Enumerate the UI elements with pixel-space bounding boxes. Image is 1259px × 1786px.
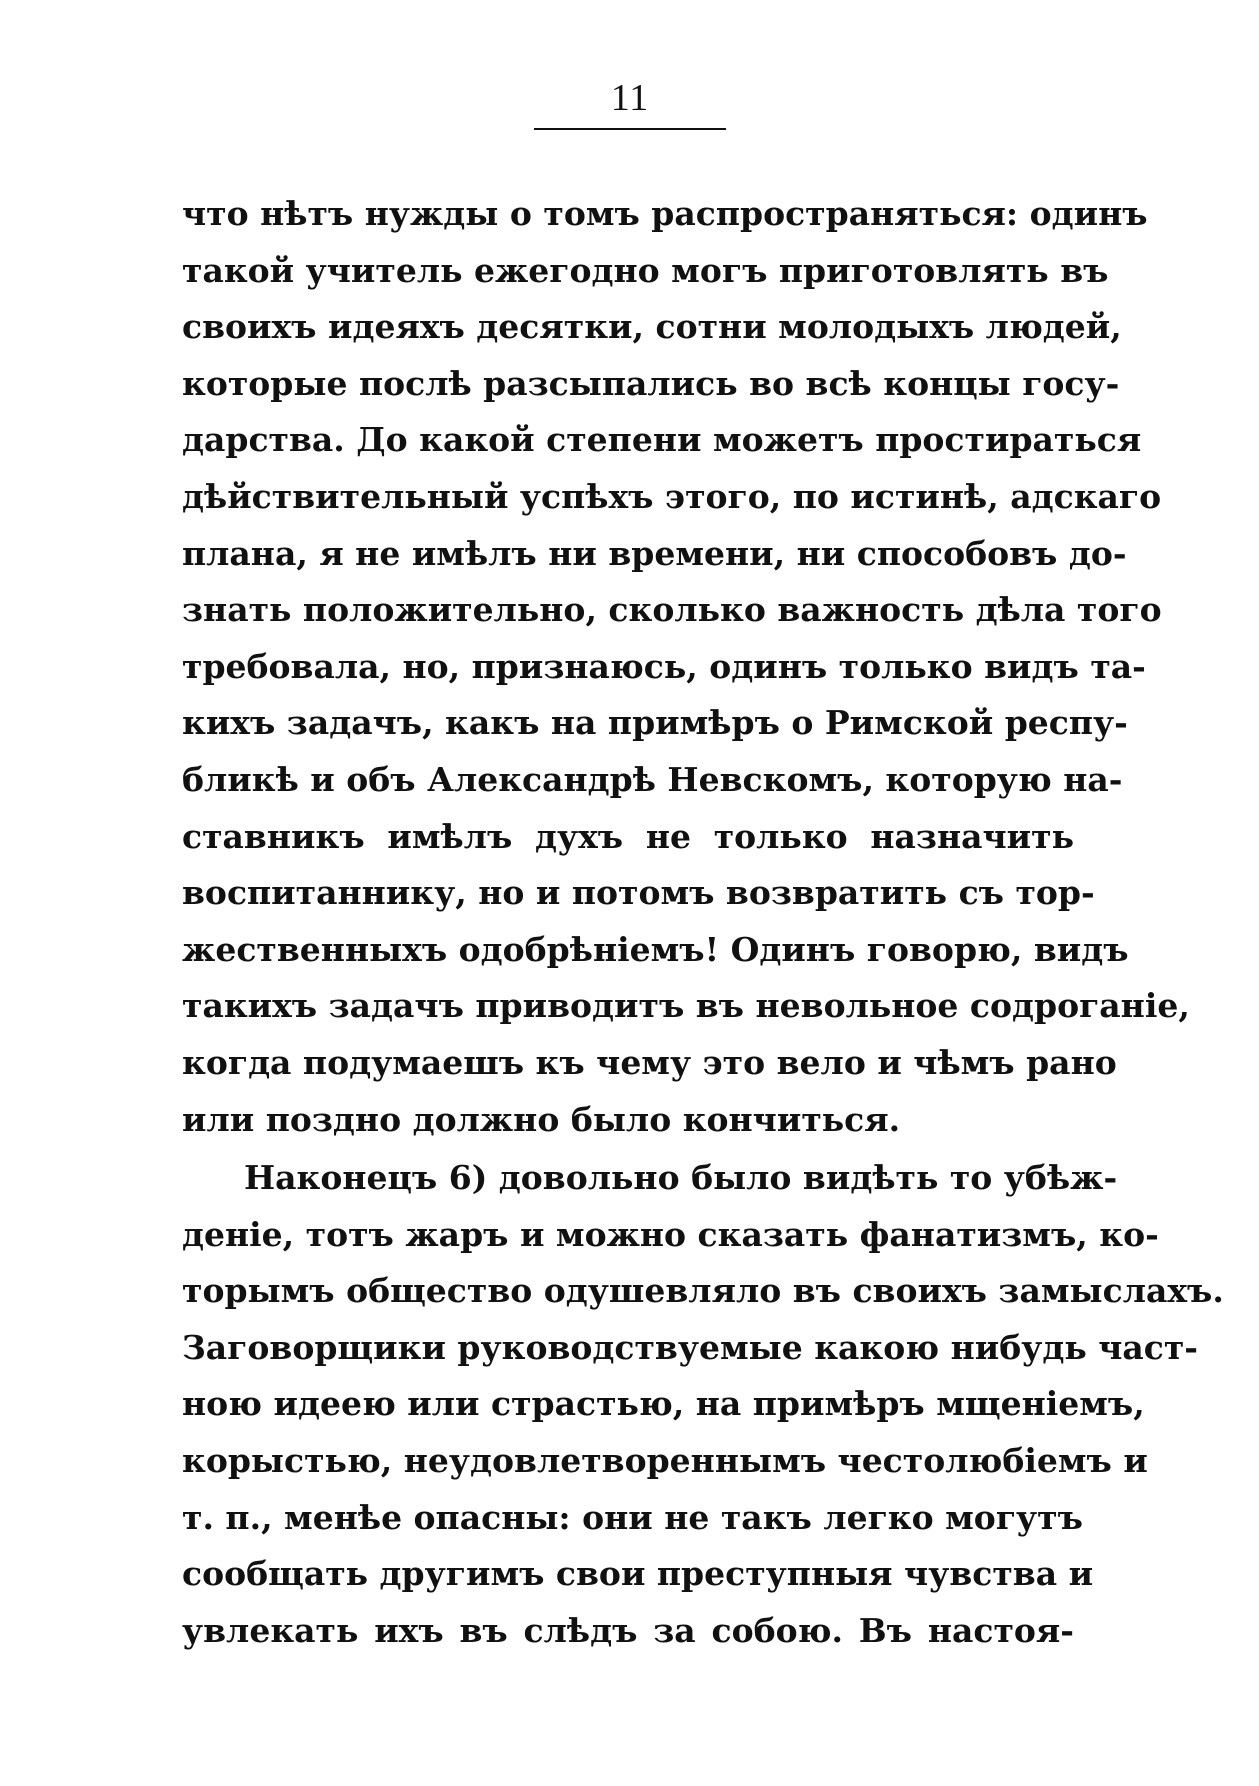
text-line: воспитаннику, но и потомъ возвратить съ тор- — [182, 873, 1095, 913]
text-line: Наконецъ 6) довольно было видѣть то убѣж- — [244, 1158, 1118, 1198]
text-line: знать положительно, сколько важность дѣла того — [182, 590, 1162, 630]
body-text — [182, 186, 1224, 1659]
text-line: которые послѣ разсыпались во всѣ концы госу- — [182, 363, 1120, 403]
page-header — [532, 70, 728, 130]
page-number: 11 — [610, 77, 650, 119]
text-line: деніе, тотъ жаръ и можно сказать фанатизмъ, ко- — [182, 1214, 1159, 1254]
text-line: сообщать другимъ свои преступныя чувства и — [182, 1554, 1094, 1594]
text-line: бликѣ и объ Александрѣ Невскомъ, которую на- — [182, 759, 1123, 799]
text-line: или поздно должно было кончиться. — [182, 1099, 901, 1139]
text-line: плана, я не имѣлъ ни времени, ни способовъ до- — [182, 533, 1127, 573]
text-line: ною идеею или страстью, на примѣръ мщеніемъ, — [182, 1384, 1145, 1424]
paragraph — [182, 186, 1190, 1148]
text-line: требовала, но, признаюсь, одинъ только видъ та- — [182, 646, 1146, 686]
text-line: ставникъ имѣлъ духъ не только назначить — [182, 816, 1074, 856]
text-line: жественныхъ одобрѣніемъ! Одинъ говорю, видъ — [182, 929, 1129, 969]
text-line: своихъ идеяхъ десятки, сотни молодыхъ людей, — [182, 307, 1122, 347]
paragraph — [182, 1150, 1224, 1659]
text-line: Заговорщики руководствуемые какою нибудь част- — [182, 1327, 1199, 1367]
text-line: дѣйствительный успѣхъ этого, по истинѣ, адскаго — [182, 476, 1162, 516]
text-line: дарства. До какой степени можетъ простираться — [182, 420, 1142, 460]
text-line: кихъ задачъ, какъ на примѣръ о Римской респу- — [182, 703, 1128, 743]
text-line: увлекать ихъ въ слѣдъ за собою. Въ настоя- — [182, 1610, 1074, 1650]
text-line: такихъ задачъ приводитъ въ невольное содроганіе, — [182, 986, 1190, 1026]
header-rule — [534, 128, 726, 130]
text-line: т. п., менѣе опасны: они не такъ легко могутъ — [182, 1497, 1083, 1537]
text-line: торымъ общество одушевляло въ своихъ замыслахъ. — [182, 1271, 1224, 1311]
text-line: такой учитель ежегодно могъ приготовлять въ — [182, 250, 1109, 290]
text-line: что нѣтъ нужды о томъ распространяться: одинъ — [182, 194, 1148, 233]
text-line: когда подумаешъ къ чему это вело и чѣмъ рано — [182, 1042, 1117, 1082]
text-line: корыстью, неудовлетвореннымъ честолюбіемъ и — [182, 1441, 1148, 1481]
